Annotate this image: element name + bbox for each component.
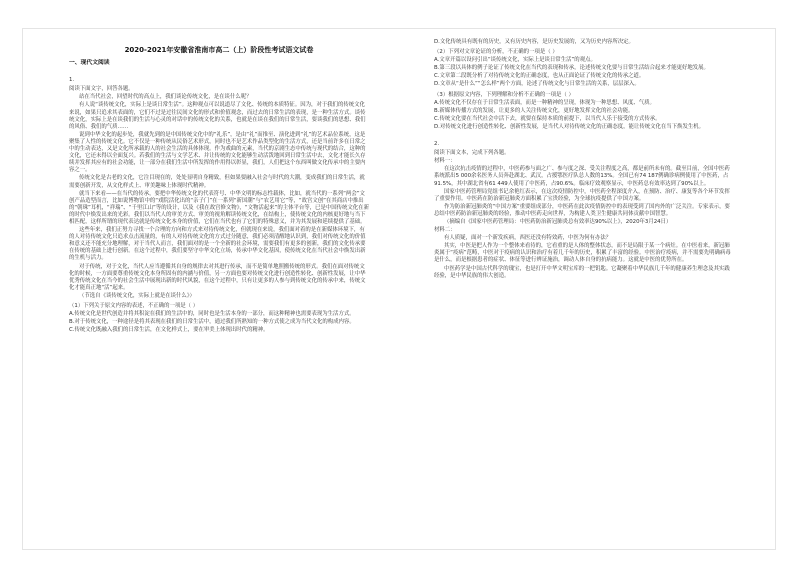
answer-option: A.文章开篇以设问引出“谈传统文化，实际上是谈日常生活”的观点。 [434,57,596,64]
answer-option: B.对于传统文化，一种途径是将其表现在我们的日常生活中，通过我们所熟知的一种方式使之成为当代文化的构成内容。 [69,319,355,326]
passage-paragraph: 站在当代社会，回望时代的高点上，我们谈论传统文化，是在谈什么呢？ [79,94,252,101]
answer-option: C.传统文化既融入我们的日常生活，在文化样式上，要在审美上体现出时代的精神。 [69,327,269,334]
answer-option: D.对传统文化进行创造性转化、创新性发展，是当代人对待传统文化的正确态度，能让传统文化在当下焕发生机。 [434,123,705,130]
material-paragraph: 在这次抗击疫情的过程中，中医药参与面之广、参与度之深、受关注程度之高，都是前所未有的。截至目前，全国中医药系统派出5 000余名医务人员奔赴湖北、武汉，占援鄂医疗队总人数的13%。全国已有74 187例确诊病例使用了中医药，占91.5%，其中湖北省有61 449人使用了中医药，占90.6%。临床疗效观察显示，中医药总有效率达到了90%以上。 [434,166,730,187]
passage-paragraph: 这些年来，我们正努力寻找一个合理的方向和方式来对待传统文化，但就现在来说，我们面对着的是在新媒体环境下，有的人对待传统文化只追求点击流量的，有的人对待传统文化的方式过分随意，我们必须清醒地认识到，我们对传统文化的价值和意义还不能充分地理解，对于当代人而言，我们面对的是一个全新的社会环境，需要我们有更多的创新，我们的文化传承要在传统的基础上进行创新。在这个过程中，我们要坚守中华文化立场，传承中华文化基因，使传统文化在当代社会中焕发出新的生机与活力。 [69,227,366,262]
answer-option: D.文章从“是什么”“怎么样”两个方面，论述了传统文化与日常生活的关系，层层深入。 [434,81,640,88]
exam-page [22,28,776,550]
sub-question: （3）根据原文内容，下列理解和分析不正确的一项是（ ） [434,91,574,98]
question-instruction: 阅读下面文本，完成下列各题。 [434,150,510,157]
right-column [434,29,734,281]
answer-option: A.传统文化是世代创造并将其积淀在我们的生活中的，同时也是生活本身的一部分，而这种精神也需要表现为生活方式。 [69,311,355,318]
passage-source: （节选自《谈传统文化，实际上就是在谈什么》） [79,292,195,299]
material-label: 材料二： [434,227,456,234]
answer-option: B.新媒体传播方式的发展，让更多的人关注传统文化，更好地发挥文化的社会功能。 [434,107,634,114]
material-paragraph: 有人质疑，面对一个新发疾病，西医还没有特效药，中医为何有办法？ [444,235,612,242]
passage-paragraph: 传统文化是古老的文化，它注目现在的，处处显明自身精致，但如果要融入社会与时代的大潮，变成我们的日常生活，就需要创新开发，从文化样式上、审美趣味上体现时代精神。 [69,175,365,189]
left-column [69,29,369,335]
sub-question: （1）下列关于原文内容的表述，不正确的一项是（ ） [69,303,199,309]
sub-question: （2）下列对文章论证的分析，不正确的一项是（ ） [434,49,558,56]
material-paragraph: 国家中医药管理局党组书记余艳红表示，在这次疫情防控中，中医药全程深度介入，在预防、治疗、康复等各个环节发挥了重要作用。中医药在防治新冠肺炎方面积累了宝贵经验，为全球抗疫提供了中国方案。 [434,188,730,202]
answer-option: C.传统文化要在当代社会中活下去，就要在保持本质的前提下，以当代人乐于接受的方式传承。 [434,115,661,122]
question-number: 1. [69,77,75,84]
passage-paragraph: 有人说“谈传统文化，实际上是谈日常生活”。这种观点可以说道尽了文化、传统的本质特征。因为，对于我们的传统文化来说，如果只追求其表面的，它们不过是过往民间文化的形式和价值观念，而过去的日常生活的表现，是一种生活方式。谈传统文化，实际上是在谈我们的生活与心灵的对话中的传统文化的关系，也就是在谈在我们的日常生活，要谈我们的思想、我们的风俗、我们的气质…… [69,102,366,130]
answer-option: B.第三段以具体的例子论证了传统文化在当代的表现和传承，论述传统文化要与日常生活结合起来才能更好地发展。 [434,65,709,72]
answer-option: C.文章第二段既分析了对待传统文化的正确态度，也从正面论证了传统文化的传承之道。 [434,73,645,80]
answer-option: D.文化传统具有既有的历史，又有历史内容，是历史发展的，又为历史内容所决定。 [434,39,634,45]
question-number: 2. [434,141,440,148]
exam-title: 2020-2021年安徽省淮南市高二（上）阶段性考试语文试卷 [124,46,314,54]
material-source: （摘编自《国家中医药管理局：中医药防治新冠肺炎总有效率达90%以上》，2020年3月24日） [444,218,672,225]
passage-paragraph: 说到中华文化的起步处，我就先到的是中国传统文化中的“礼乐”，是由“礼”而推至、演化进到“礼”的艺术品位系统，这是聚集了人性的传统文化。它不仅是一种传统从民俗艺术形式，同时也不是艺术作品类型化的生活方式，还是当前许多在日常之中的生动表达，又是文化所承载的人的社会生活的具体体现。作为戏曲的元素，当代的京剧生态中传统与现代的结合，这种的文化，它还未得以全面复兴。若我们的生活与文学艺术、并让传统的文化能够生动活泼地回到日常生活中去，文化才能长久存续并发挥其应有的社会功能，让一部分在我们生活中所发挥的作用得以彰显，我们，人们把这个东西叫做文化传承中的主要内容之一。 [69,131,366,174]
question-instruction: 阅读下面文字，回答各题。 [69,86,134,93]
passage-paragraph: 就当下来看——在当代的传承，要把中华传统文化的代表符号、中华文明的标志性载体，比如，就当代的一系列“两会”文创产品造型而言，比如说博物馆中的“戏院活化出的“亲子门”在一系列“新国潮”与“农艺用它”等，“故宫文创”在其商店中推出的“朝珠”耳机，“祥瑞”、“千里江山”等的设计，以及《我在故宫修文物》，“文物活起来”的主体平台等，已是中国传统文化在新的时代中焕发出来的光彩。我们以当代人的审美方式、审美的视角解读传统文化，在结构上，使传统文化的内核更好地与当下相匹配，这样所谓的现代表达就是传统文化本身的价值，它们在当代也有了它们的特殊意义，并为其发展和延续提供了基础。 [69,190,369,225]
passage-paragraph: 对于传统，对于文化，当代人应当遵循其自身的规律去对其进行传承，而不是简单地照搬传统的形式。我们在面对传统文化的时候，一方面要尊重传统文化本身所固有的内涵与价值，另一方面也要对传统文化进行创造性转化、创新性发展，让中华优秀传统文化在当今的社会生活中展现出新的时代风貌，在这个过程中，只有让更多的人参与到传统文化的传承中来，传统文化才能真正地“活”起来。 [69,263,366,291]
material-paragraph: 作为防治新冠肺炎的“中国方案”重要组成部分，中医药在此次疫情防控中的表现受到了国内外的广泛关注。专家表示，要总结中医药防治新冠肺炎的经验，推动中医药走向世界，为构建人类卫生健康共同体贡献中国智慧。 [434,203,730,217]
answer-option: A.传统文化不仅存在于日常生活表面，而是一种精神的呈现，体现为一种思想、风度、气质。 [434,99,655,106]
section-heading: 一、现代文阅读 [69,60,110,67]
material-paragraph: 其实，中医是把人作为一个整体来看待的，它看重的是人体的整体状态，而不是局限于某一个病灶。在中医看来，新冠肺炎属于“疫病”范畴，中医对于疫病的认识和治疗有着几千年的历史，积累了丰富的经验。中医治疗疫病，并不需要先明确病毒是什么，而是根据患者的症状、体征等进行辨证施治，调动人体自身的抗病能力。这就是中医的优势所在。 [434,243,731,264]
material-paragraph: 中医药学是中国古代科学的瑰宝，也是打开中华文明宝库的一把钥匙。它凝聚着中华民族几千年的健康养生理念及其实践经验，是中华民族的伟大创造。 [434,265,730,279]
material-label: 材料一： [434,158,456,165]
